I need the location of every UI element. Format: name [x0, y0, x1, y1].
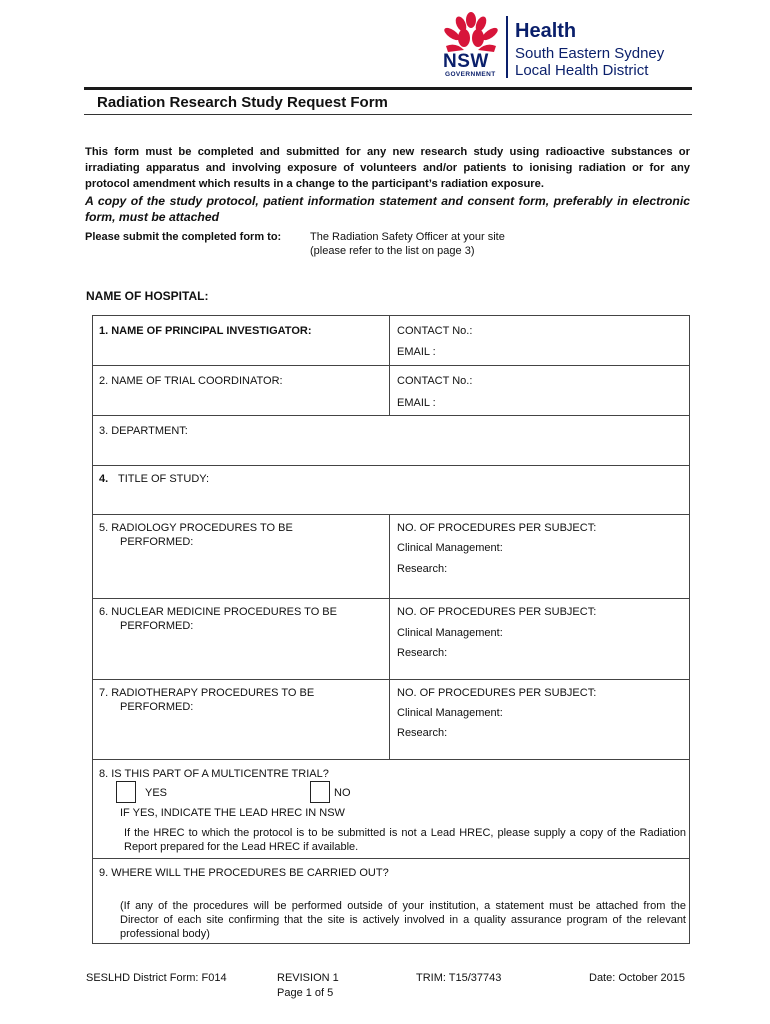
- radiology-clinical-field[interactable]: Clinical Management:: [397, 542, 503, 554]
- header-rule: [84, 87, 692, 90]
- radiology-procedures-label-cont: PERFORMED:: [120, 536, 194, 548]
- radiology-research-field[interactable]: Research:: [397, 563, 448, 575]
- radiotherapy-procedures-count-heading: NO. OF PROCEDURES PER SUBJECT:: [397, 687, 597, 699]
- row-divider: [92, 365, 690, 366]
- radiology-procedures-count-heading: NO. OF PROCEDURES PER SUBJECT:: [397, 522, 597, 534]
- hrec-note: If the HREC to which the protocol is to be submitted is not a Lead HREC, please supply a copy of the Radiation Report prepared for the Lead HREC if available.: [124, 827, 686, 853]
- row-divider: [92, 598, 690, 599]
- column-divider: [389, 315, 390, 415]
- department-field[interactable]: 3. DEPARTMENT:: [99, 425, 188, 437]
- footer-revision: REVISION 1: [277, 972, 339, 984]
- yes-label: YES: [145, 787, 168, 799]
- nuclear-procedures-count-heading: NO. OF PROCEDURES PER SUBJECT:: [397, 606, 597, 618]
- hospital-name-field[interactable]: NAME OF HOSPITAL:: [86, 289, 209, 303]
- submit-recipient: The Radiation Safety Officer at your site: [310, 231, 505, 243]
- radiotherapy-procedures-label-cont: PERFORMED:: [120, 701, 194, 713]
- intro-paragraph: This form must be completed and submitted for any new research study using radioactive substances or irradiating apparatus and involving exposure of volunteers and/or patients to ionising radiation or for any protocol amendment which results in a change to the participant’s radiation exposure.: [85, 146, 690, 190]
- row-divider: [92, 465, 690, 466]
- no-checkbox[interactable]: [310, 781, 330, 803]
- procedures-location-field[interactable]: 9. WHERE WILL THE PROCEDURES BE CARRIED OUT?: [99, 867, 389, 879]
- row-divider: [92, 415, 690, 416]
- column-divider: [389, 514, 390, 759]
- logo-health-text: Health: [515, 20, 577, 42]
- footer-form-id: SESLHD District Form: F014: [86, 972, 227, 984]
- nuclear-medicine-procedures-label-cont: PERFORMED:: [120, 620, 194, 632]
- logo-divider: [506, 16, 508, 78]
- logo-district-line1: South Eastern Sydney: [515, 45, 665, 62]
- multicentre-question: 8. IS THIS PART OF A MULTICENTRE TRIAL?: [99, 768, 329, 780]
- row-divider: [92, 679, 690, 680]
- logo-district-line2: Local Health District: [515, 62, 649, 79]
- page-title: Radiation Research Study Request Form: [97, 94, 388, 111]
- lead-hrec-field[interactable]: IF YES, INDICATE THE LEAD HREC IN NSW: [120, 807, 345, 819]
- attachment-note: A copy of the study protocol, patient information statement and consent form, preferably in electronic form, must be attached: [85, 194, 690, 224]
- row-divider: [92, 858, 690, 859]
- principal-investigator-field[interactable]: 1. NAME OF PRINCIPAL INVESTIGATOR:: [99, 325, 312, 337]
- footer-date: Date: October 2015: [589, 972, 686, 984]
- submit-label: Please submit the completed form to:: [85, 231, 282, 243]
- title-of-study-field[interactable]: TITLE OF STUDY:: [118, 473, 210, 485]
- footer-trim: TRIM: T15/37743: [416, 972, 502, 984]
- nuclear-research-field[interactable]: Research:: [397, 647, 448, 659]
- pi-contact-field[interactable]: CONTACT No.:: [397, 325, 473, 337]
- tc-email-field[interactable]: EMAIL :: [397, 397, 436, 409]
- radiotherapy-procedures-label: 7. RADIOTHERAPY PROCEDURES TO BE: [99, 687, 315, 699]
- submit-recipient-note: (please refer to the list on page 3): [310, 245, 475, 257]
- title-of-study-number: 4.: [99, 473, 109, 485]
- row-divider: [92, 759, 690, 760]
- radiotherapy-clinical-field[interactable]: Clinical Management:: [397, 707, 503, 719]
- logo-government-text: GOVERNMENT: [445, 71, 496, 78]
- nuclear-clinical-field[interactable]: Clinical Management:: [397, 627, 503, 639]
- logo-nsw-text: NSW: [443, 51, 489, 72]
- nuclear-medicine-procedures-label: 6. NUCLEAR MEDICINE PROCEDURES TO BE: [99, 606, 337, 618]
- row-divider: [92, 514, 690, 515]
- radiology-procedures-label: 5. RADIOLOGY PROCEDURES TO BE: [99, 522, 293, 534]
- trial-coordinator-field[interactable]: 2. NAME OF TRIAL COORDINATOR:: [99, 375, 283, 387]
- no-label: NO: [334, 787, 351, 799]
- tc-contact-field[interactable]: CONTACT No.:: [397, 375, 473, 387]
- pi-email-field[interactable]: EMAIL :: [397, 346, 436, 358]
- footer-page-number: Page 1 of 5: [277, 987, 334, 999]
- procedures-location-note: (If any of the procedures will be performed outside of your institution, a statement must be attached from the Director of each site confirming that the site is actively involved in a quality assurance program of the relevant professional body): [120, 900, 686, 940]
- waratah-logo-icon: [442, 12, 500, 54]
- yes-checkbox[interactable]: [116, 781, 136, 803]
- title-underline: [84, 114, 692, 115]
- radiotherapy-research-field[interactable]: Research:: [397, 727, 448, 739]
